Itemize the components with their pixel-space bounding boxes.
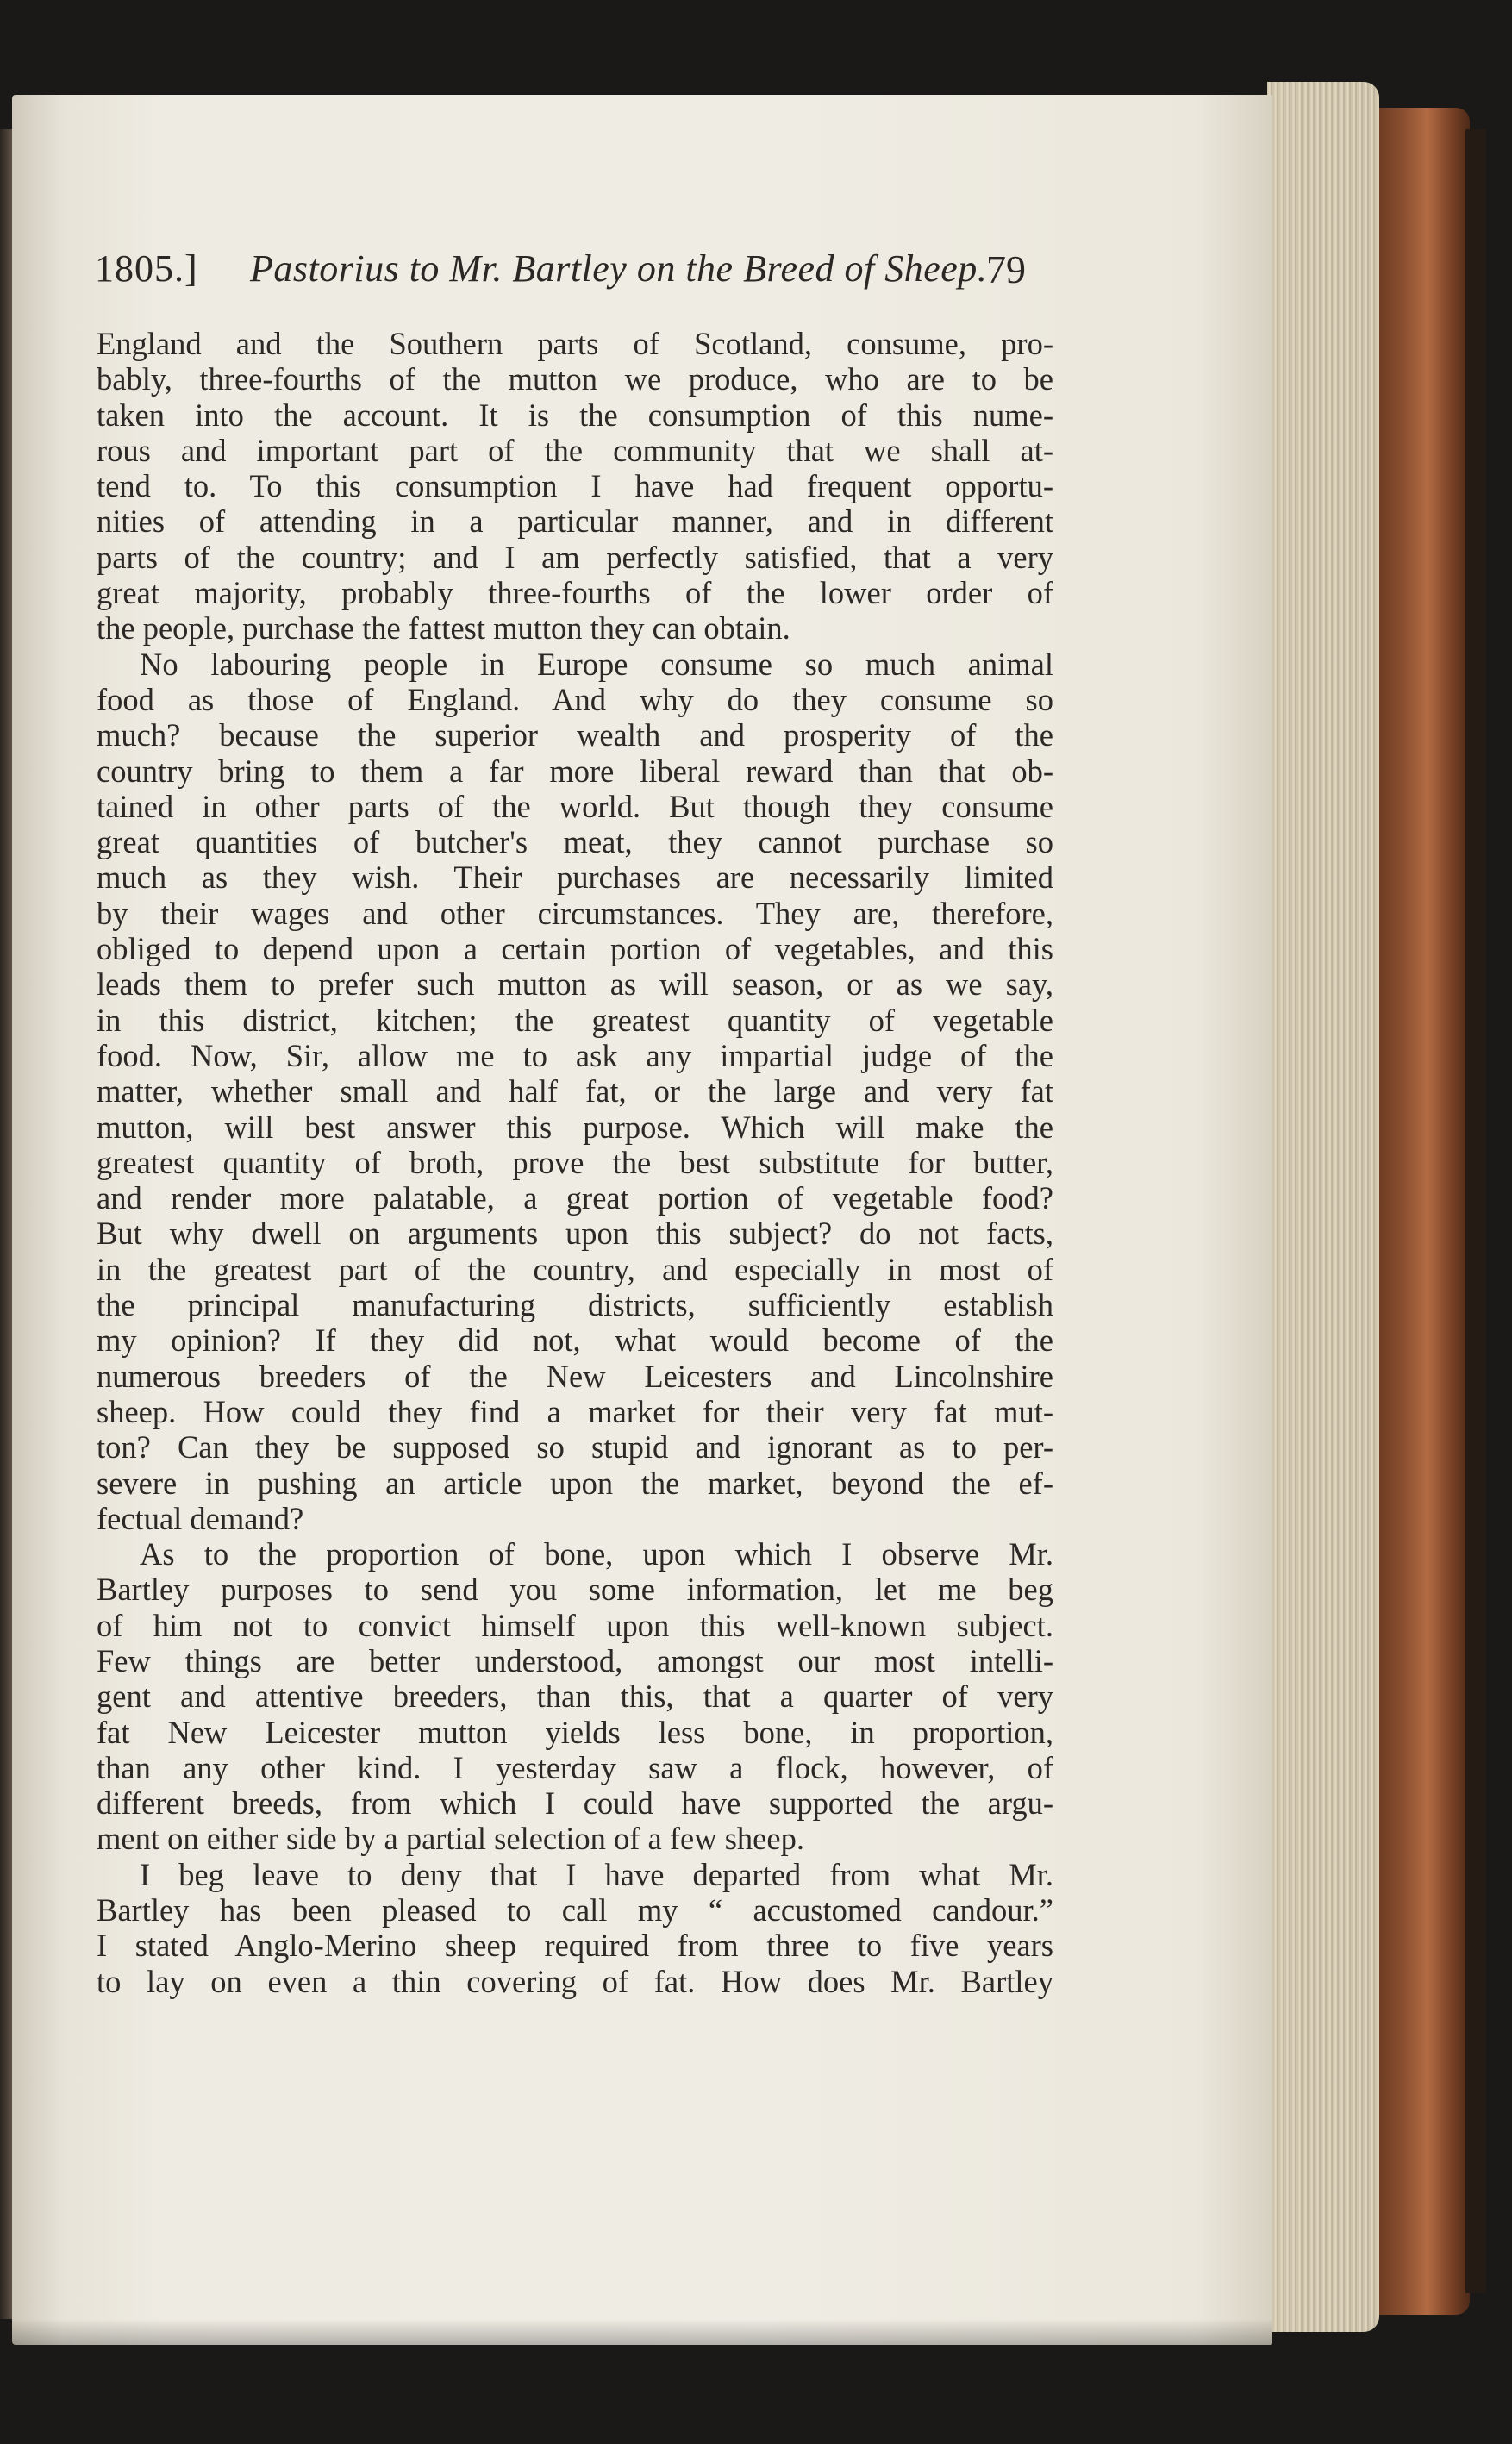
text-line: the principal manufacturing districts, sufficiently establish [97, 1287, 1053, 1323]
text-line: obliged to depend upon a certain portion of vegetables, and this [97, 931, 1053, 967]
text-line: leads them to prefer such mutton as will season, or as we say, [97, 966, 1053, 1003]
text-line: my opinion? If they did not, what would become of the [97, 1322, 1053, 1359]
text-line: great majority, probably three-fourths of the lower order of [97, 575, 1053, 611]
text-line: much as they wish. Their purchases are necessarily limited [97, 859, 1053, 896]
running-head-year: 1805.] [95, 247, 198, 290]
text-line: sheep. How could they find a market for their very fat mut- [97, 1393, 1053, 1429]
page-number: 79 [986, 247, 1026, 291]
text-line: bably, three-fourths of the mutton we produce, who are to be [97, 361, 1053, 397]
text-line: fectual demand? [97, 1500, 304, 1536]
text-line: country bring to them a far more liberal reward than that ob- [97, 753, 1053, 789]
text-line: in the greatest part of the country, and especially in most of [97, 1251, 1053, 1287]
running-head-title: Pastorius to Mr. Bartley on the Breed of Sheep. [250, 247, 988, 290]
text-line: the people, purchase the fattest mutton they can obtain. [97, 610, 790, 647]
book-cover-edge [1465, 129, 1486, 2293]
text-line: As to the proportion of bone, upon which I observe Mr. [140, 1536, 1053, 1572]
text-line: than any other kind. I yesterday saw a flock, however, of [97, 1749, 1053, 1785]
text-line: of him not to convict himself upon this well-known subject. [97, 1607, 1053, 1643]
body-text [97, 326, 1053, 1999]
text-line: food. Now, Sir, allow me to ask any impartial judge of the [97, 1037, 1053, 1073]
text-line: matter, whether small and half fat, or the large and very fat [97, 1073, 1053, 1109]
text-line: severe in pushing an article upon the market, beyond the ef- [97, 1465, 1053, 1501]
text-line: But why dwell on arguments upon this subject? do not facts, [97, 1216, 1053, 1252]
text-line: ton? Can they be supposed so stupid and ignorant as to per- [97, 1429, 1053, 1466]
text-line: food as those of England. And why do they consume so [97, 681, 1053, 717]
text-line: mutton, will best answer this purpose. Which will make the [97, 1109, 1053, 1145]
text-line: and render more palatable, a great portion of vegetable food? [97, 1180, 1053, 1216]
page-shadow [12, 2319, 1272, 2345]
text-line: Bartley has been pleased to call my “ accustomed candour.” [97, 1892, 1053, 1928]
text-line: I beg leave to deny that I have departed from what Mr. [140, 1856, 1053, 1892]
text-line: greatest quantity of broth, prove the best substitute for butter, [97, 1144, 1053, 1180]
text-line: No labouring people in Europe consume so much animal [140, 646, 1053, 682]
page-edges [1267, 82, 1379, 2332]
text-line: taken into the account. It is the consumption of this nume- [97, 397, 1053, 433]
text-line: different breeds, from which I could have supported the argu- [97, 1785, 1053, 1822]
text-line: numerous breeders of the New Leicesters and Lincolnshire [97, 1358, 1053, 1394]
text-line: great quantities of butcher's meat, they cannot purchase so [97, 824, 1053, 860]
text-line: in this district, kitchen; the greatest quantity of vegetable [97, 1002, 1053, 1038]
text-line: tained in other parts of the world. But though they consume [97, 788, 1053, 824]
text-line: by their wages and other circumstances. They are, therefore, [97, 895, 1053, 931]
text-line: ment on either side by a partial selection of a few sheep. [97, 1821, 804, 1857]
text-line: to lay on even a thin covering of fat. How does Mr. Bartley [97, 1963, 1053, 1999]
book-cover-board [1375, 108, 1470, 2315]
text-line: nities of attending in a particular manner, and in different [97, 503, 1053, 540]
text-line: Bartley purposes to send you some information, let me beg [97, 1572, 1053, 1608]
text-line: gent and attentive breeders, than this, that a quarter of very [97, 1678, 1053, 1715]
running-head [95, 247, 1026, 307]
text-line: Few things are better understood, amongst our most intelli- [97, 1642, 1053, 1678]
text-line: I stated Anglo-Merino sheep required from three to five years [97, 1928, 1053, 1964]
text-line: tend to. To this consumption I have had frequent opportu- [97, 468, 1053, 504]
text-line: fat New Leicester mutton yields less bone, in proportion, [97, 1714, 1053, 1750]
text-line: England and the Southern parts of Scotland, consume, pro- [97, 326, 1053, 361]
text-line: parts of the country; and I am perfectly satisfied, that a very [97, 539, 1053, 575]
text-line: rous and important part of the community that we shall at- [97, 432, 1053, 468]
text-line: much? because the superior wealth and prosperity of the [97, 717, 1053, 753]
